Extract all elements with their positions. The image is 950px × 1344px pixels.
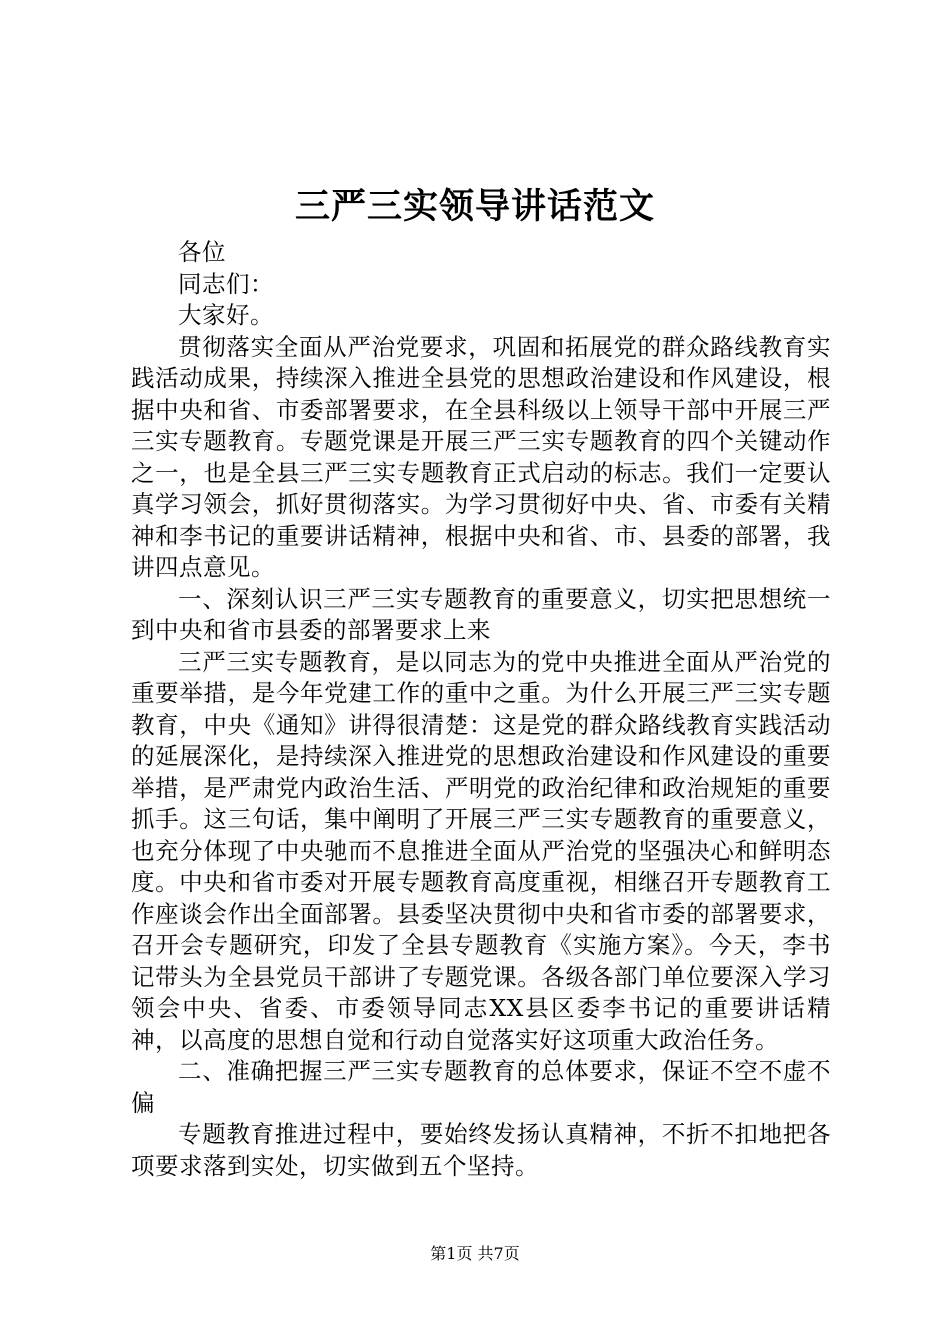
section-heading-1: 一、深刻认识三严三实专题教育的重要意义，切实把思想统一到中央和省市县委的部署要求上来: [131, 584, 831, 644]
salutation-line-1: 各位: [178, 238, 226, 266]
salutation-line-2: 同志们：: [178, 269, 274, 298]
document-body: [131, 237, 831, 1182]
section-heading-2: 二、准确把握三严三实专题教育的总体要求，保证不空不虚不偏: [131, 1057, 831, 1117]
section-1-paragraph: 三严三实专题教育，是以同志为的党中央推进全面从严治党的重要举措，是今年党建工作的重中之重。为什么开展三严三实专题教育，中央《通知》讲得很清楚：这是党的群众路线教育实践活动的延展深化，是持续深入推进党的思想政治建设和作风建设的重要举措，是严肃党内政治生活、严明党的政治纪律和政治规矩的重要抓手。这三句话，集中阐明了开展三严三实专题教育的重要意义，也充分体现了中央驰而不息推进全面从严治党的坚强决心和鲜明态度。中央和省市委对开展专题教育高度重视，相继召开专题教育工作座谈会作出全面部署。县委坚决贯彻中央和省市委的部署要求，召开会专题研究，印发了全县专题教育《实施方案》。今天，李书记带头为全县党员干部讲了专题党课。各级各部门单位要深入学习领会中央、省委、市委领导同志XX县区委李书记的重要讲话精神，以高度的思想自觉和行动自觉落实好这项重大政治任务。: [131, 647, 831, 1054]
intro-paragraph: 贯彻落实全面从严治党要求，巩固和拓展党的群众路线教育实践活动成果，持续深入推进全县党的思想政治建设和作风建设，根据中央和省、市委部署要求，在全县科级以上领导干部中开展三严三实专题教育。专题党课是开展三严三实专题教育的四个关键动作之一，也是全县三严三实专题教育正式启动的标志。我们一定要认真学习领会，抓好贯彻落实。为学习贯彻好中央、省、市委有关精神和李书记的重要讲话精神，根据中央和省、市、县委的部署，我讲四点意见。: [131, 332, 831, 581]
greeting-line: 大家好。: [178, 301, 274, 329]
section-2-paragraph: 专题教育推进过程中，要始终发扬认真精神，不折不扣地把各项要求落到实处，切实做到五个坚持。: [131, 1120, 831, 1180]
document-title: 三严三实领导讲话范文: [294, 186, 655, 227]
page-number-footer: 第1页 共7页: [430, 1244, 520, 1263]
